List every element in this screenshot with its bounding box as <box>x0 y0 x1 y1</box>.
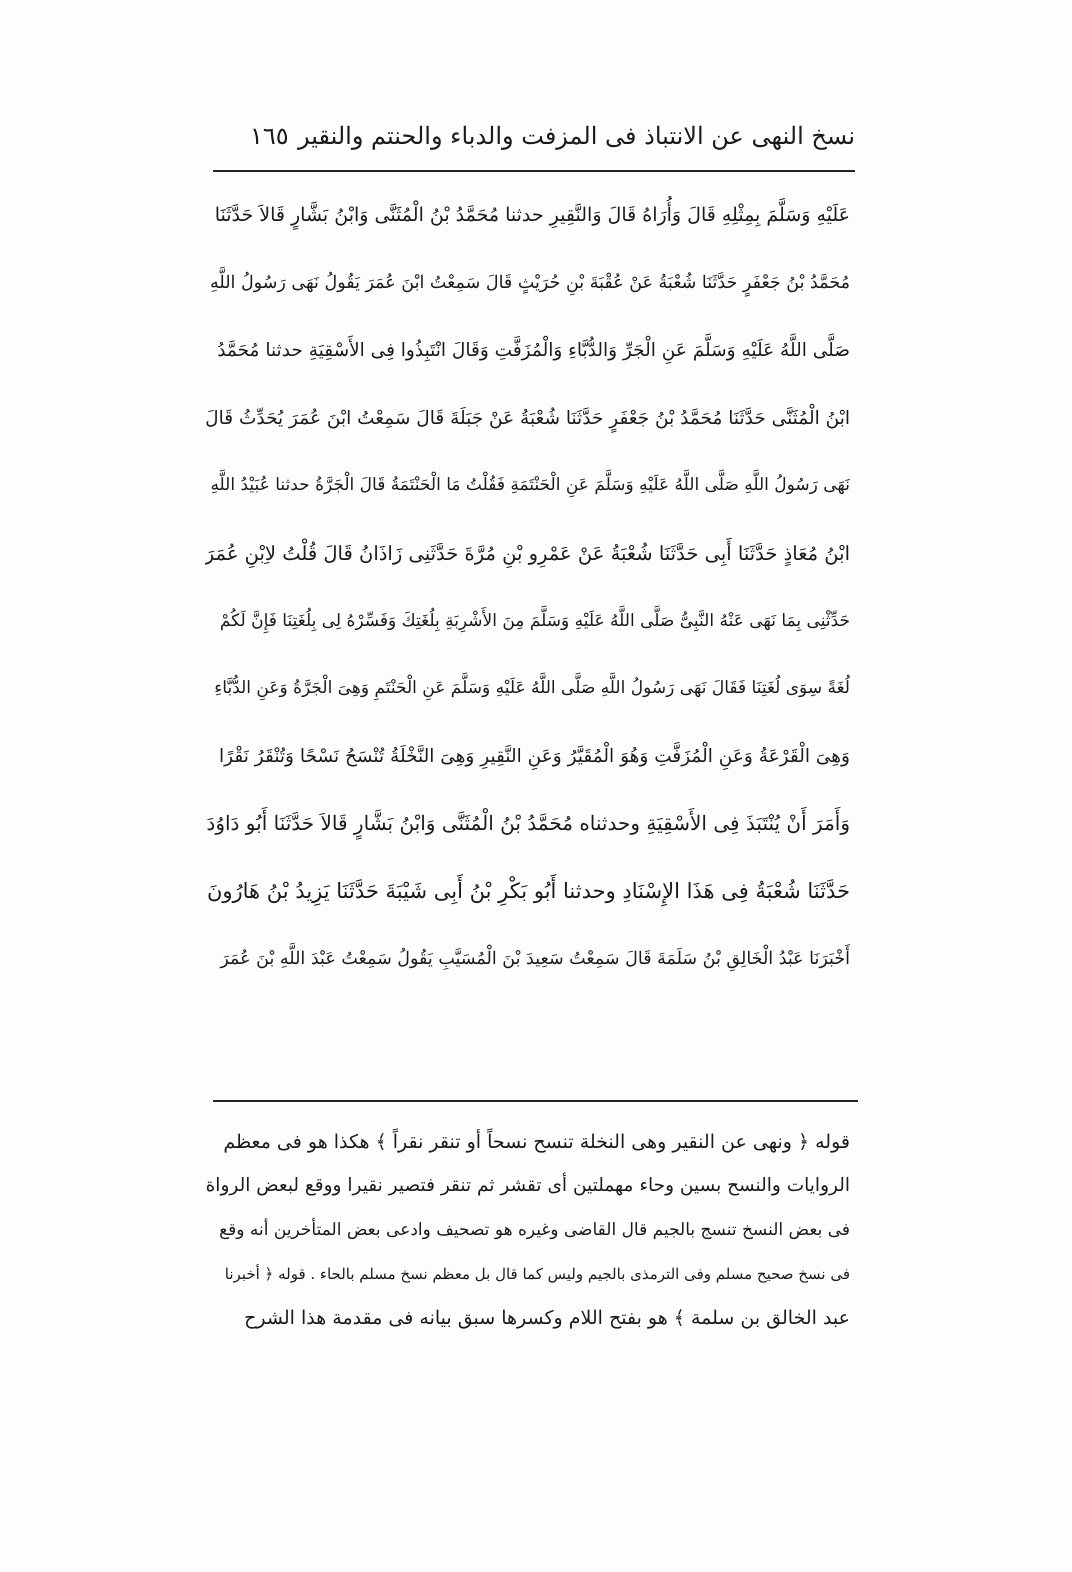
page-number: ١٦٥ <box>250 122 289 150</box>
footnote-line: فى بعض النسخ تنسج بالجيم قال القاضى وغيره هو تصحيف وادعى بعض المتأخرين أنه وقع <box>219 1220 850 1240</box>
page-header <box>210 118 855 162</box>
text-line: نَهَى رَسُولُ اللَّهِ صَلَّى اللَّهُ عَلَيْهِ وَسَلَّمَ عَنِ الْحَنْتَمَةِ فَقُلْتُ مَا الْحَنْتَمَةُ قَالَ الْجَرَّةُ حدثنا عُبَيْدُ اللَّهِ <box>210 475 850 496</box>
text-line: أَخْبَرَنَا عَبْدُ الْخَالِقِ بْنُ سَلَمَةَ قَالَ سَمِعْتُ سَعِيدَ بْنَ الْمُسَيَّبِ يَقُولُ سَمِعْتُ عَبْدَ اللَّهِ بْنَ عُمَرَ <box>220 948 850 969</box>
text-line: ابْنُ مُعَاذٍ حَدَّثَنَا أَبِى حَدَّثَنَا شُعْبَةُ عَنْ عَمْرِو بْنِ مُرَّةَ حَدَّثَنِى زَاذَانُ قَالَ قُلْتُ لاِبْنِ عُمَرَ <box>205 541 850 565</box>
footnote-line: قوله ﴿ ونهى عن النقير وهى النخلة تنسح نسحاً أو تنقر نقراً ﴾ هكذا هو فى معظم <box>223 1131 850 1153</box>
text-line: مُحَمَّدُ بْنُ جَعْفَرٍ حَدَّثَنَا شُعْبَةُ عَنْ عُقْبَةَ بْنِ حُرَيْثٍ قَالَ سَمِعْتُ ابْنَ عُمَرَ يَقُولُ نَهَى رَسُولُ اللَّهِ <box>210 272 850 293</box>
text-line: حَدَّثَنَا شُعْبَةُ فِى هَذَا الإِسْنَادِ وحدثنا أَبُو بَكْرِ بْنُ أَبِى شَيْبَةَ حَدَّثَنَا يَزِيدُ بْنُ هَارُونَ <box>206 878 850 903</box>
footnote-line: فى نسخ صحيح مسلم وفى الترمذى بالجيم وليس كما قال بل معظم نسخ مسلم بالحاء . قوله ﴿ أخبرنا <box>224 1265 850 1283</box>
text-line: صَلَّى اللَّهُ عَلَيْهِ وَسَلَّمَ عَنِ الْجَرِّ وَالدُّبَّاءِ وَالْمُزَفَّتِ وَقَالَ انْتَبِذُوا فِى الأَسْقِيَةِ حدثنا مُحَمَّدُ <box>217 340 850 362</box>
running-title: نسخ النهى عن الانتباذ فى المزفت والدباء والحنتم والنقير <box>297 122 855 150</box>
text-line: وَهِىَ الْقَرْعَةُ وَعَنِ الْمُزَفَّتِ وَهُوَ الْمُقَيَّرُ وَعَنِ النَّقِيرِ وَهِىَ النَّخْلَةُ تُنْسَحُ نَسْحًا وَتُنْقَرُ نَقْرًا <box>219 745 850 767</box>
footnote-rule <box>213 1100 858 1102</box>
text-line: ابْنُ الْمُثَنَّى حَدَّثَنَا مُحَمَّدُ بْنُ جَعْفَرٍ حَدَّثَنَا شُعْبَةُ عَنْ جَبَلَةَ قَالَ سَمِعْتُ ابْنَ عُمَرَ يُحَدِّثُ قَالَ <box>205 407 850 429</box>
footnote-line: الروايات والنسح بسين وحاء مهملتين أى تقشر ثم تنقر فتصير نقيرا ووقع لبعض الرواة <box>205 1175 850 1196</box>
header-rule <box>213 170 855 172</box>
text-line: لُغَةً سِوَى لُغَتِنَا فَقَالَ نَهَى رَسُولُ اللَّهِ صَلَّى اللَّهُ عَلَيْهِ وَسَلَّمَ عَنِ الْحَنْتَمِ وَهِىَ الْجَرَّةُ وَعَنِ الدُّبَّاءِ <box>214 678 850 699</box>
text-line: وَأَمَرَ أَنْ يُنْتَبَذَ فِى الأَسْقِيَةِ وحدثناه مُحَمَّدُ بْنُ الْمُثَنَّى وَابْنُ بَشَّارٍ قَالاَ حَدَّثَنَا أَبُو دَاوُدَ <box>206 811 850 836</box>
footnote-block <box>205 1120 850 1340</box>
text-line: حَدِّثْنِى بِمَا نَهَى عَنْهُ النَّبِىُّ صَلَّى اللَّهُ عَلَيْهِ وَسَلَّمَ مِنَ الأَشْرِبَةِ بِلُغَتِكَ وَفَسِّرْهُ لِى بِلُغَتِنَا فَإِنَّ لَكُمْ <box>219 610 850 631</box>
footnote-line: عبد الخالق بن سلمة ﴾ هو بفتح اللام وكسرها سبق بيانه فى مقدمة هذا الشرح <box>244 1307 850 1329</box>
main-text-block <box>205 182 850 993</box>
text-line: عَلَيْهِ وَسَلَّمَ بِمِثْلِهِ قَالَ وَأُرَاهُ قَالَ وَالنَّقِيرِ حدثنا مُحَمَّدُ بْنُ الْمُثَنَّى وَابْنُ بَشَّارٍ قَالاَ حَدَّثَنَا <box>214 204 850 226</box>
